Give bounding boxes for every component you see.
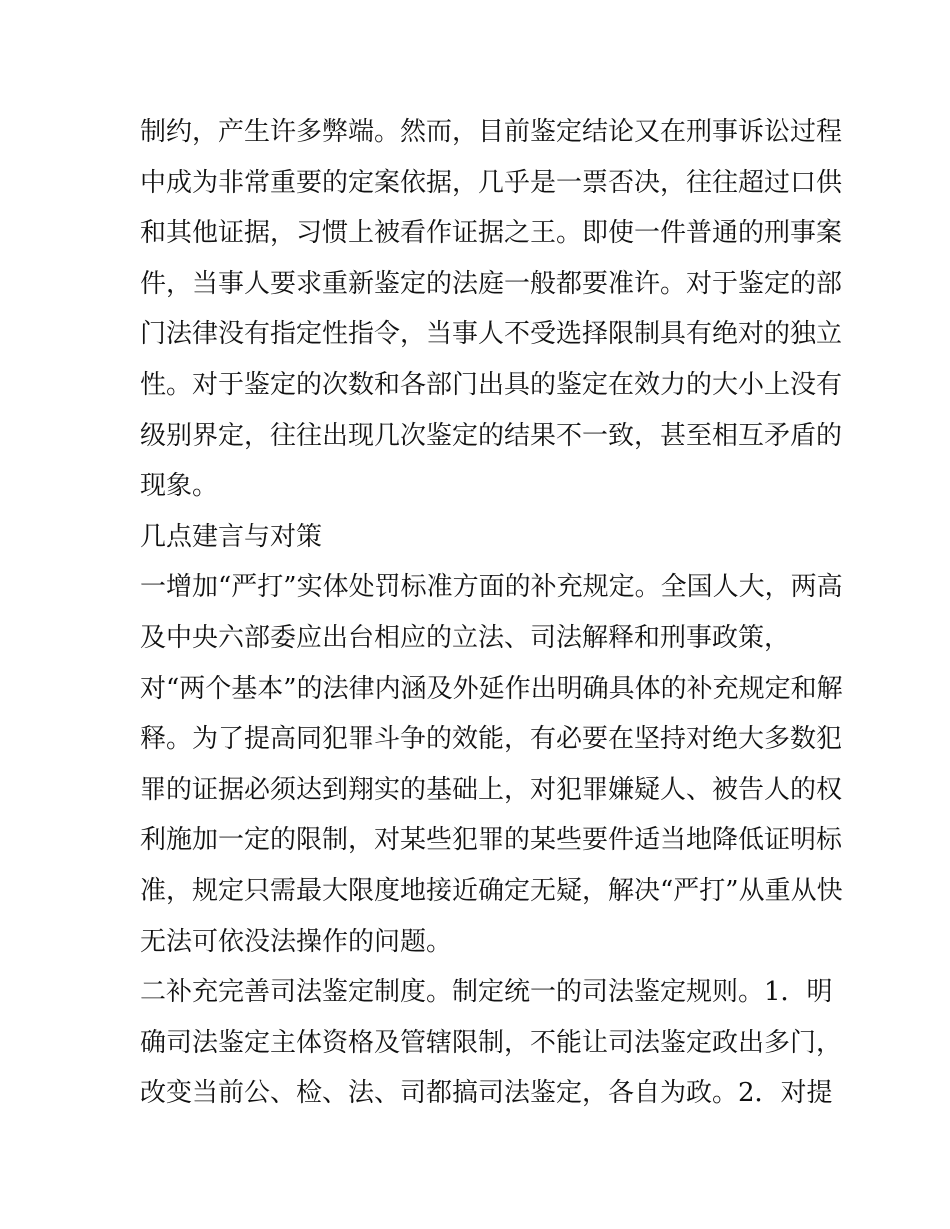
text-line: 二补充完善司法鉴定制度。制定统一的司法鉴定规则。1．明: [140, 977, 833, 1008]
text-line: 件，当事人要求重新鉴定的法庭一般都要准许。对于鉴定的部: [140, 268, 843, 299]
text-line: 一增加“严打”实体处罚标准方面的补充规定。全国人大，两高: [140, 572, 843, 603]
text-line: 释。为了提高同犯罪斗争的效能，有必要在坚持对绝大多数犯: [140, 724, 843, 755]
text-line: 罪的证据必须达到翔实的基础上，对犯罪嫌疑人、被告人的权: [140, 774, 843, 805]
text-line: 现象。: [140, 471, 219, 502]
text-line: 及中央六部委应出台相应的立法、司法解释和刑事政策，: [140, 622, 791, 653]
text-line: 改变当前公、检、法、司都搞司法鉴定，各自为政。2．对提: [140, 1078, 833, 1109]
text-line: 准，规定只需最大限度地接近确定无疑，解决“严打”从重从快: [140, 875, 843, 906]
text-line: 性。对于鉴定的次数和各部门出具的鉴定在效力的大小上没有: [140, 369, 843, 400]
text-line: 中成为非常重要的定案依据，几乎是一票否决，往往超过口供: [140, 167, 843, 198]
text-line: 级别界定，往往出现几次鉴定的结果不一致，甚至相互矛盾的: [140, 420, 843, 451]
section-heading: 几点建言与对策: [140, 521, 323, 552]
text-line: 确司法鉴定主体资格及管辖限制，不能让司法鉴定政出多门，: [140, 1027, 843, 1058]
text-line: 和其他证据，习惯上被看作证据之王。即使一件普通的刑事案: [140, 218, 843, 249]
text-line: 制约，产生许多弊端。然而，目前鉴定结论又在刑事诉讼过程: [140, 117, 843, 147]
text-line: 门法律没有指定性指令，当事人不受选择限制具有绝对的独立: [140, 319, 843, 350]
text-line: 利施加一定的限制，对某些犯罪的某些要件适当地降低证明标: [140, 825, 843, 856]
text-line: 无法可依没法操作的问题。: [140, 926, 453, 957]
document-body: [140, 107, 843, 1119]
text-line: 对“两个基本”的法律内涵及外延作出明确具体的补充规定和解: [140, 673, 843, 704]
